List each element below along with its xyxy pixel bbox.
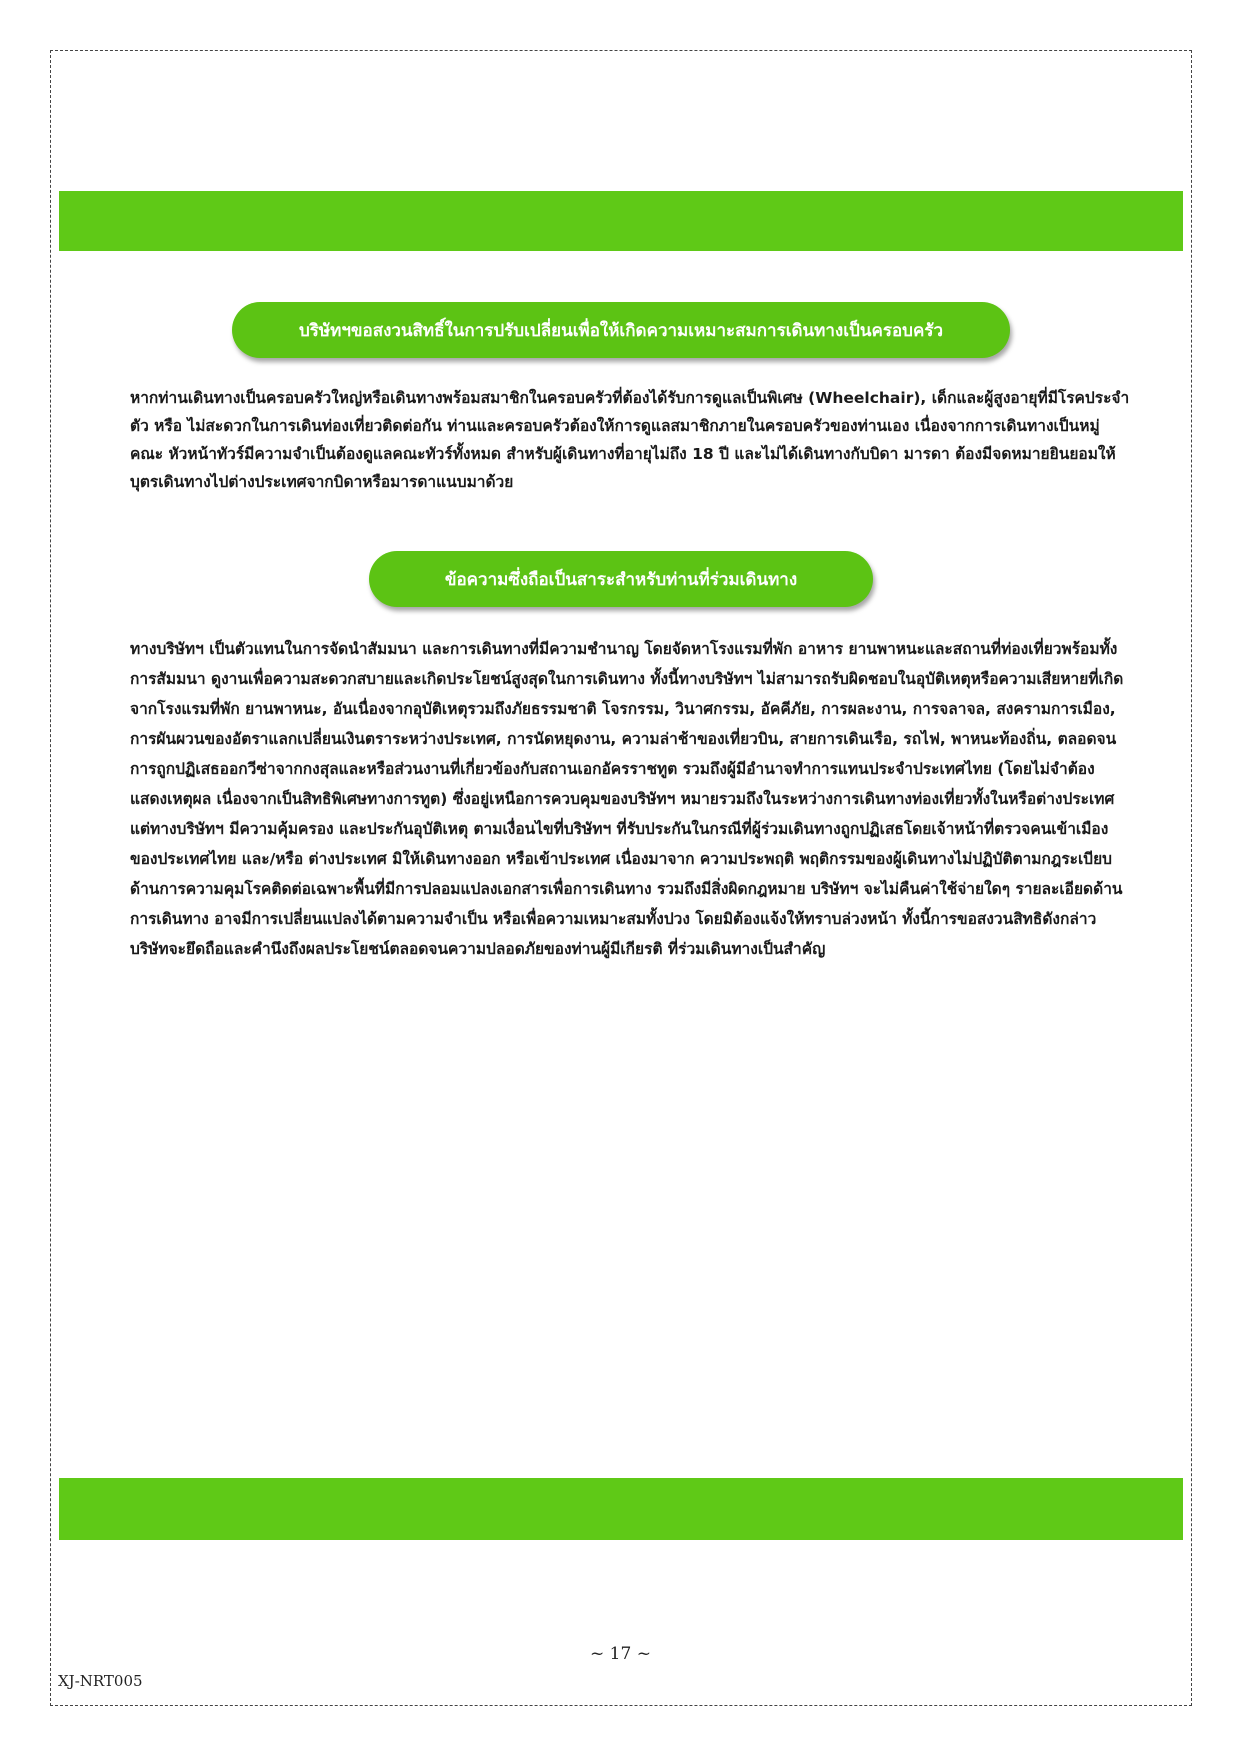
section-heading-important-notice: [369, 551, 873, 607]
bottom-green-banner: [59, 1478, 1183, 1540]
section-heading-text: ข้อความซึ่งถือเป็นสาระสำหรับท่านที่ร่วมเดินทาง: [444, 569, 798, 590]
document-code: XJ-NRT005: [58, 1672, 143, 1690]
section-heading-text: บริษัทฯขอสงวนสิทธิ์ในการปรับเปลี่ยนเพื่อให้เกิดความเหมาะสมการเดินทางเป็นครอบครัว: [298, 320, 944, 341]
family-travel-paragraph: หากท่านเดินทางเป็นครอบครัวใหญ่หรือเดินทางพร้อมสมาชิกในครอบครัวที่ต้องได้รับการดูแลเป็นพิเศษ (Wheelchair), เด็กและผู้สูงอายุที่มีโรคประจำตัว หรือ ไม่สะดวกในการเดินท่องเที่ยวติดต่อกัน ท่านและครอบครัวต้องให้การดูแลสมาชิกภายในครอบครัวของท่านเอง เนื่องจากการเดินทางเป็นหมู่คณะ หัวหน้าทัวร์มีความจำเป็นต้องดูแลคณะทัวร์ทั้งหมด สำหรับผู้เดินทางที่อายุไม่ถึง 18 ปี และไม่ได้เดินทางกับบิดา มารดา ต้องมีจดหมายยินยอมให้บุตรเดินทางไปต่างประเทศจากบิดาหรือมารดาแนบมาด้วย: [130, 389, 1130, 491]
page-number: ~ 17 ~: [590, 1644, 651, 1664]
important-notice-paragraph: ทางบริษัทฯ เป็นตัวแทนในการจัดนำสัมมนา และการเดินทางที่มีความชำนาญ โดยจัดหาโรงแรมที่พัก อาหาร ยานพาหนะและสถานที่ท่องเที่ยวพร้อมทั้งการสัมมนา ดูงานเพื่อความสะดวกสบายและเกิดประโยชน์สูงสุดในการเดินทาง ทั้งนี้ทางบริษัทฯ ไม่สามารถรับผิดชอบในอุบัติเหตุหรือความเสียหายที่เกิดจากโรงแรมที่พัก ยานพาหนะ, อันเนื่องจากอุบัติเหตุรวมถึงภัยธรรมชาติ โจรกรรม, วินาศกรรม, อัคคีภัย, การผละงาน, การจลาจล, สงครามการเมือง, การผันผวนของอัตราแลกเปลี่ยนเงินตราระหว่างประเทศ, การนัดหยุดงาน, ความล่าช้าของเที่ยวบิน, สายการเดินเรือ, รถไฟ, พาหนะท้องถิ่น, ตลอดจนการถูกปฏิเสธออกวีซ่าจากกงสุลและหรือส่วนงานที่เกี่ยวข้องกับสถานเอกอัครราชทูต รวมถึงผู้มีอำนาจทำการแทนประจำประเทศไทย (โดยไม่จำต้องแสดงเหตุผล เนื่องจากเป็นสิทธิพิเศษทางการทูต) ซึ่งอยู่เหนือการควบคุมของบริษัทฯ หมายรวมถึงในระหว่างการเดินทางท่องเที่ยวทั้งในหรือต่างประเทศ แต่ทางบริษัทฯ มีความคุ้มครอง และประกันอุบัติเหตุ ตามเงื่อนไขที่บริษัทฯ ที่รับประกันในกรณีที่ผู้ร่วมเดินทางถูกปฏิเสธโดยเจ้าหน้าที่ตรวจคนเข้าเมืองของประเทศไทย และ/หรือ ต่างประเทศ มิให้เดินทางออก หรือเข้าประเทศ เนื่องมาจาก ความประพฤติ พฤติกรรมของผู้เดินทางไม่ปฏิบัติตามกฎระเบียบด้านการความคุมโรคติดต่อเฉพาะพื้นที่มีการปลอมแปลงเอกสารเพื่อการเดินทาง รวมถึงมีสิ่งผิดกฎหมาย บริษัทฯ จะไม่คืนค่าใช้จ่ายใดๆ รายละเอียดด้านการเดินทาง อาจมีการเปลี่ยนแปลงได้ตามความจำเป็น หรือเพื่อความเหมาะสมทั้งปวง โดยมิต้องแจ้งให้ทราบล่วงหน้า ทั้งนี้การขอสงวนสิทธิดังกล่าว บริษัทจะยึดถือและคำนึงถึงผลประโยชน์ตลอดจนความปลอดภัยของท่านผู้มีเกียรติ ที่ร่วมเดินทางเป็นสำคัญ: [130, 640, 1124, 958]
section-heading-family-travel: [232, 302, 1010, 358]
top-green-banner: [59, 191, 1183, 251]
